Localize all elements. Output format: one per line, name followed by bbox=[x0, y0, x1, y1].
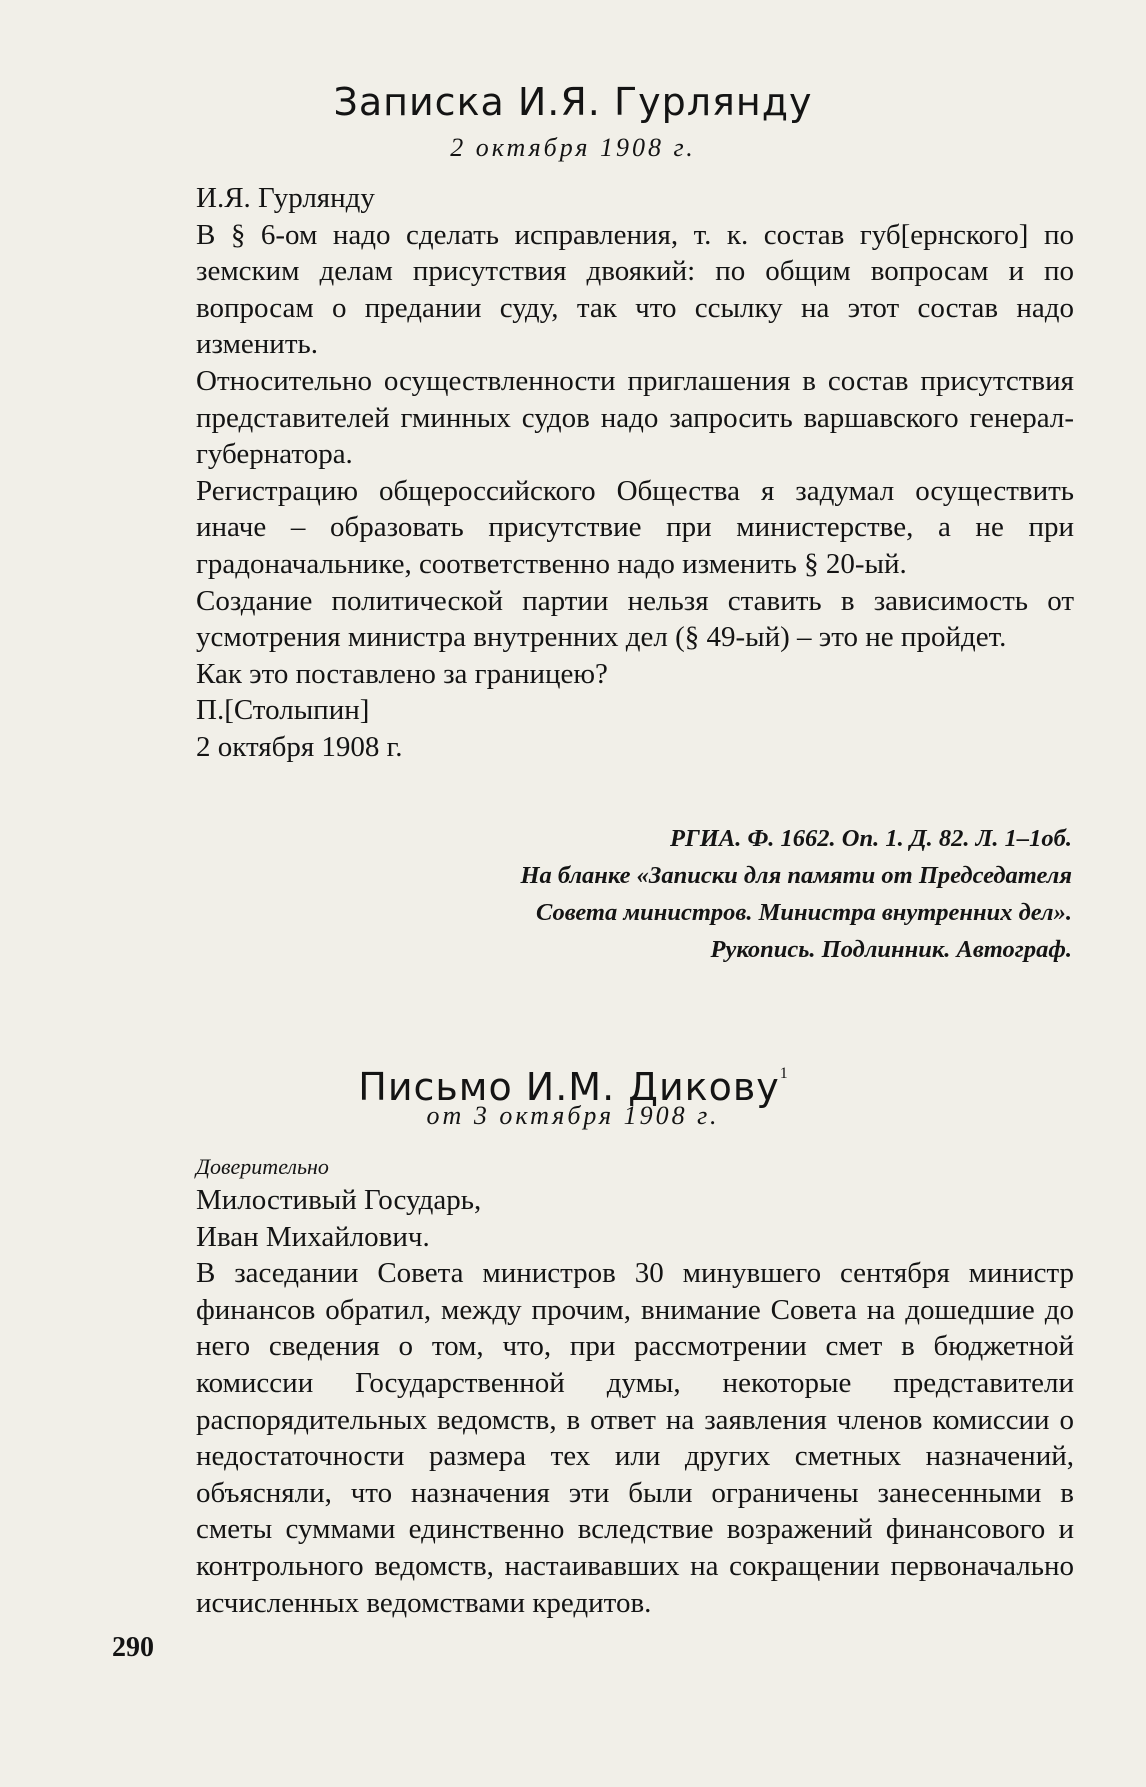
paragraph: Как это поставлено за границею? bbox=[196, 657, 608, 690]
section1-date: 2 октября 1908 г. bbox=[450, 133, 696, 162]
paragraph: В § 6-ом надо сделать исправления, т. к. состав губ[ернского] по земским делам присутствия двоякий: по общим вопросам и по вопросам о предании суду, так что ссылку на этот состав надо изменить. bbox=[196, 218, 1074, 361]
salutation: Милостивый Государь, bbox=[196, 1184, 482, 1216]
archival-source bbox=[372, 820, 1072, 968]
paragraph: Относительно осуществленности приглашения в состав присутствия представителей гминных судов надо запросить варшавского генерал-губернатора. bbox=[196, 364, 1074, 471]
section1-body bbox=[112, 180, 1074, 766]
paragraph: Создание политической партии нельзя ставить в зависимость от усмотрения министра внутренних дел (§ 49-ый) – это не пройдет. bbox=[196, 584, 1074, 654]
signature: П.[Столыпин] bbox=[196, 694, 370, 727]
source-line: РГИА. Ф. 1662. Оп. 1. Д. 82. Л. 1–1об. bbox=[670, 825, 1072, 852]
source-line: Совета министров. Министра внутренних дел». bbox=[535, 899, 1072, 926]
source-line: Рукопись. Подлинник. Автограф. bbox=[710, 936, 1072, 963]
paragraph: Регистрацию общероссийского Общества я задумал осуществить иначе – образовать присутствие при министерстве, а не при градоначальнике, соответственно надо изменить § 20-ый. bbox=[196, 474, 1074, 580]
signed-date: 2 октября 1908 г. bbox=[196, 730, 403, 763]
addressee: И.Я. Гурлянду bbox=[196, 182, 375, 214]
confidential-note: Доверительно bbox=[196, 1154, 329, 1179]
source-line: На бланке «Записки для памяти от Председателя bbox=[520, 862, 1072, 889]
salutation: Иван Михайлович. bbox=[196, 1220, 430, 1253]
section2-date: от 3 октября 1908 г. bbox=[426, 1101, 720, 1130]
section1-title: Записка И.Я. Гурлянду bbox=[333, 80, 813, 124]
paragraph: В заседании Совета министров 30 минувшего сентября министр финансов обратил, между прочим, внимание Совета на дошедшие до него сведения о том, что, при рассмотрении смет в бюджетной комиссии Государственной думы, некоторые представители распорядительных ведомств, в ответ на заявления членов комиссии о недостаточности размера тех или других сметных назначений, объясняли, что назначения эти были ограничены занесенными в сметы суммами единственно вследствие возражений финансового и контрольного ведомств, настаивавших на сокращении первоначально исчисленных ведомствами кредитов. bbox=[196, 1257, 1074, 1619]
section2-title: Письмо И.М. Дикову$^1$ bbox=[358, 1065, 788, 1109]
section2-body bbox=[112, 1154, 1074, 1621]
footnote-mark: 1 bbox=[779, 1065, 788, 1082]
page-number: 290 bbox=[112, 1632, 154, 1663]
